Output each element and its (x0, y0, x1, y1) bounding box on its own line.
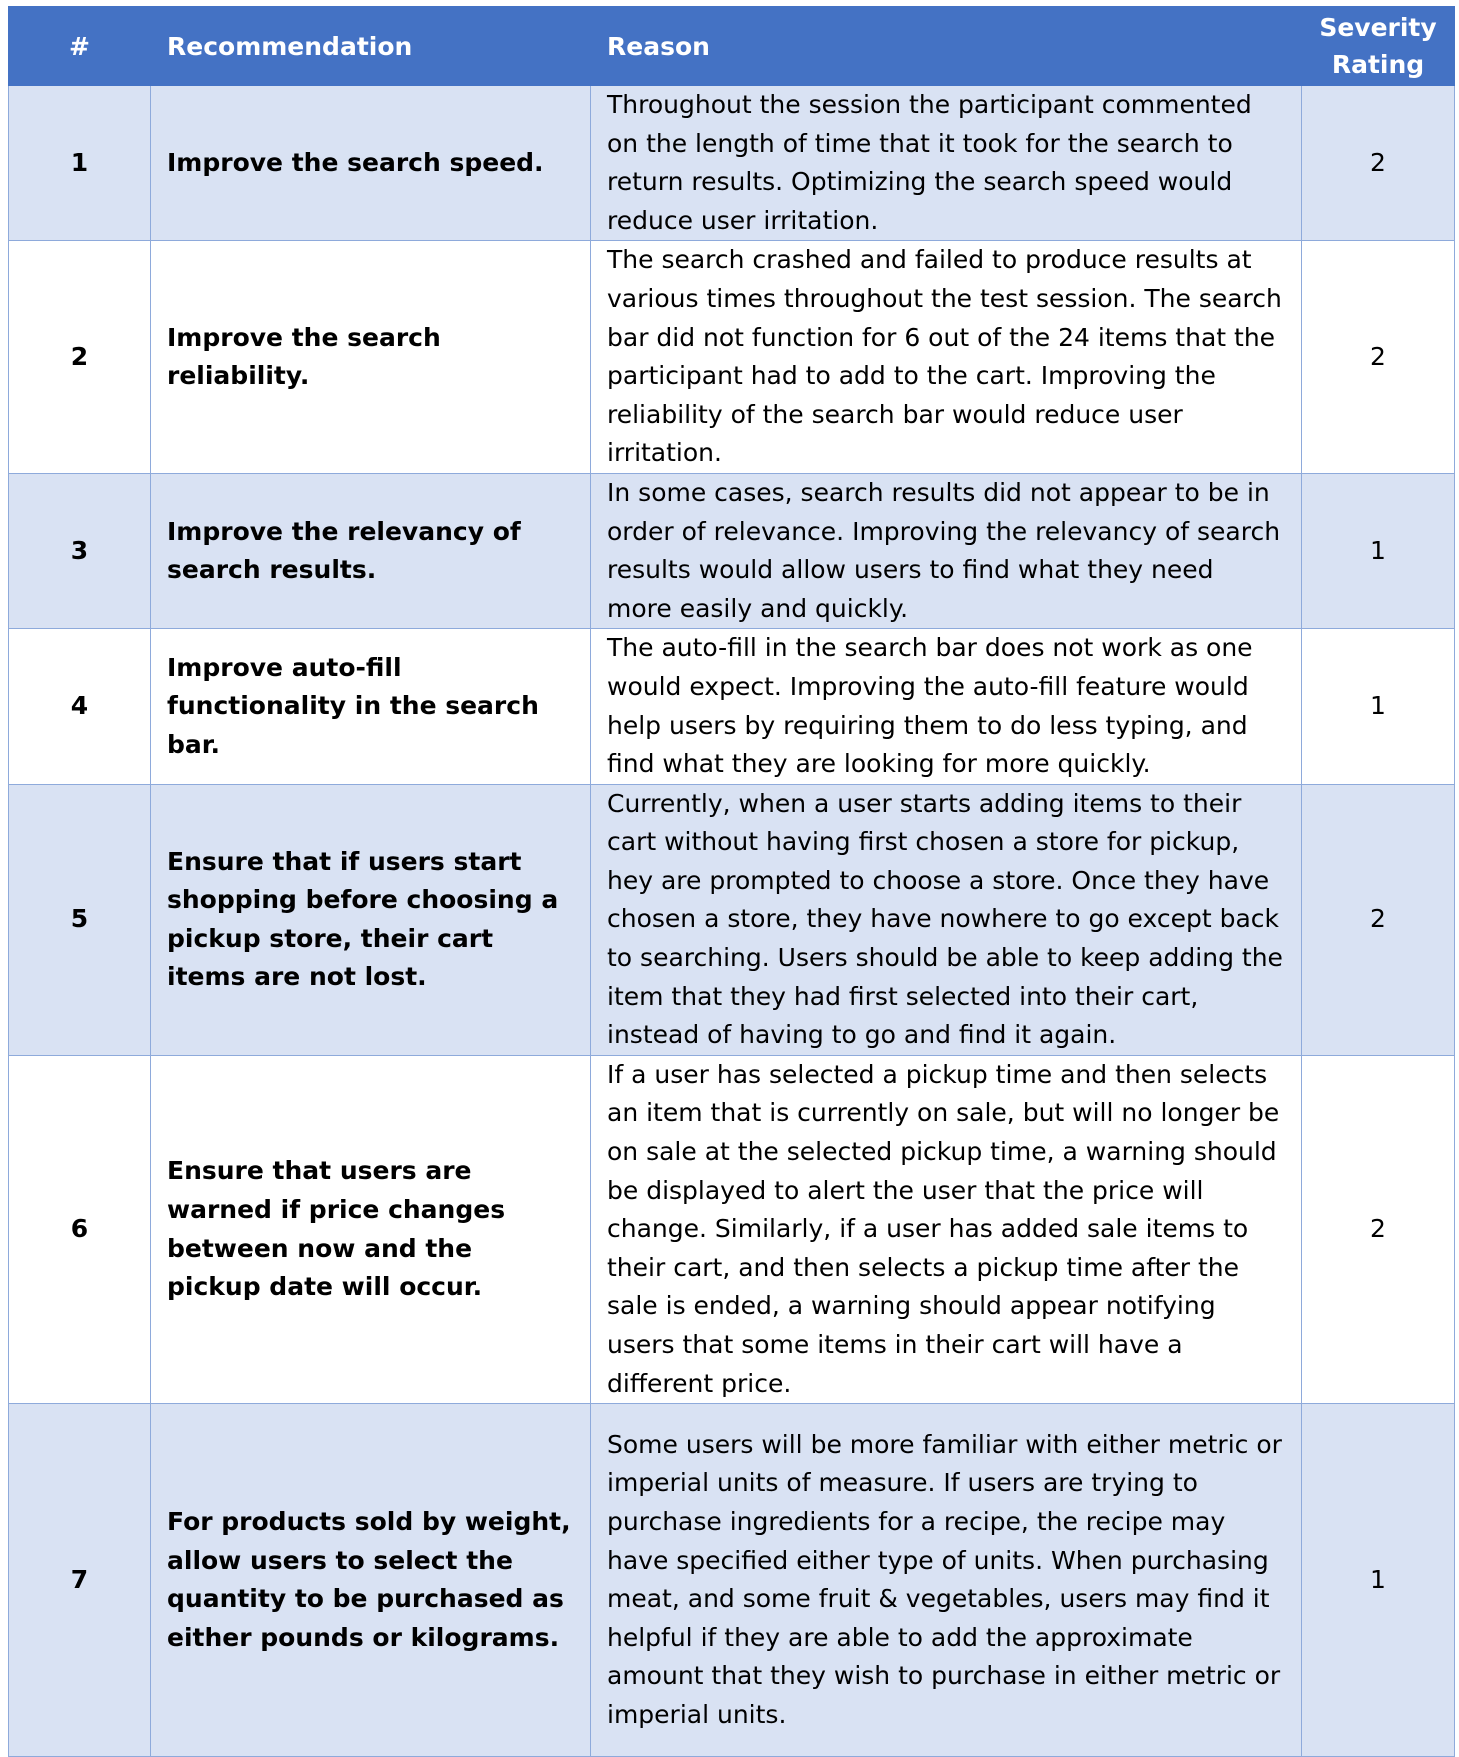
row-reason: The auto-fill in the search bar does not work as one would expect. Improving the auto-fill feature would help users by requiring them to do less typing, and find what they are looking for more quickly. (591, 629, 1302, 784)
row-severity: 2 (1302, 241, 1455, 474)
row-number: 3 (9, 473, 151, 628)
row-severity: 2 (1302, 86, 1455, 241)
table-row (9, 473, 1455, 628)
row-reason: Some users will be more familiar with either metric or imperial units of measure. If users are trying to purchase ingredients for a recipe, the recipe may have specified either type of units. When purchasing meat, and some fruit & vegetables, users may find it helpful if they are able to add the approximate amount that they wish to purchase in either metric or imperial units. (591, 1404, 1302, 1757)
row-number: 6 (9, 1055, 151, 1403)
row-number: 7 (9, 1404, 151, 1757)
row-number: 1 (9, 86, 151, 241)
row-number: 5 (9, 784, 151, 1055)
row-reason: In some cases, search results did not appear to be in order of relevance. Improving the relevancy of search results would allow users to find what they need more easily and quickly. (591, 473, 1302, 628)
row-number: 4 (9, 629, 151, 784)
row-recommendation: For products sold by weight, allow users to select the quantity to be purchased as either pounds or kilograms. (151, 1404, 591, 1757)
row-recommendation: Ensure that users are warned if price changes between now and the pickup date will occur. (151, 1055, 591, 1403)
row-recommendation: Ensure that if users start shopping before choosing a pickup store, their cart items are not lost. (151, 784, 591, 1055)
row-severity: 2 (1302, 1055, 1455, 1403)
row-severity: 2 (1302, 784, 1455, 1055)
row-severity: 1 (1302, 629, 1455, 784)
table-row (9, 784, 1455, 1055)
table-row (9, 629, 1455, 784)
row-reason: If a user has selected a pickup time and then selects an item that is currently on sale, but will no longer be on sale at the selected pickup time, a warning should be displayed to alert the user that the price will change. Similarly, if a user has added sale items to their cart, and then selects a pickup time after the sale is ended, a warning should appear notifying users that some items in their cart will have a different price. (591, 1055, 1302, 1403)
table-body (9, 86, 1455, 1757)
row-reason: The search crashed and failed to produce results at various times throughout the test session. The search bar did not function for 6 out of the 24 items that the participant had to add to the cart. Improving the reliability of the search bar would reduce user irritation. (591, 241, 1302, 474)
table-row (9, 1404, 1455, 1757)
header-reason: Reason (591, 7, 1302, 86)
table-row (9, 86, 1455, 241)
recommendations-table (8, 6, 1455, 1757)
table-header (9, 7, 1455, 86)
table-row (9, 241, 1455, 474)
row-recommendation: Improve auto-fill functionality in the search bar. (151, 629, 591, 784)
row-reason: Throughout the session the participant commented on the length of time that it took for the search to return results. Optimizing the search speed would reduce user irritation. (591, 86, 1302, 241)
header-severity-rating: Severity Rating (1302, 7, 1455, 86)
table-row (9, 1055, 1455, 1403)
row-severity: 1 (1302, 1404, 1455, 1757)
row-reason: Currently, when a user starts adding items to their cart without having first chosen a store for pickup, hey are prompted to choose a store. Once they have chosen a store, they have nowhere to go except back to searching. Users should be able to keep adding the item that they had first selected into their cart, instead of having to go and find it again. (591, 784, 1302, 1055)
row-number: 2 (9, 241, 151, 474)
row-recommendation: Improve the search speed. (151, 86, 591, 241)
row-severity: 1 (1302, 473, 1455, 628)
row-recommendation: Improve the search reliability. (151, 241, 591, 474)
header-row (9, 7, 1455, 86)
row-recommendation: Improve the relevancy of search results. (151, 473, 591, 628)
header-number: # (9, 7, 151, 86)
header-recommendation: Recommendation (151, 7, 591, 86)
